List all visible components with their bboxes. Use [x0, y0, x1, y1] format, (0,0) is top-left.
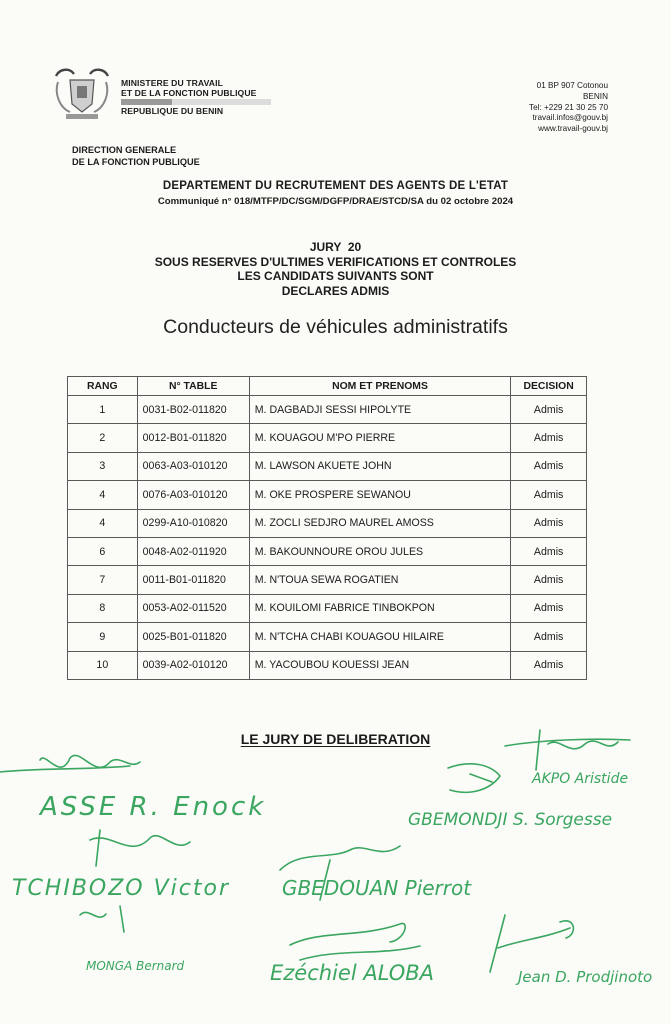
cell-decision: Admis: [511, 594, 587, 622]
republic-line: REPUBLIQUE DU BENIN: [121, 106, 224, 116]
table-row: [68, 566, 587, 594]
cell-decision: Admis: [511, 452, 587, 480]
table-row: [68, 651, 587, 679]
jury-title-text: LE JURY DE DELIBERATION: [240, 731, 431, 747]
contact-block: [529, 81, 608, 135]
cell-decision: Admis: [511, 396, 587, 424]
signature-mark-8: [490, 915, 573, 972]
table-header-row: [68, 377, 587, 396]
header-name: NOM ET PRENOMS: [249, 377, 511, 396]
contact-address: 01 BP 907 Cotonou: [536, 81, 608, 90]
coat-of-arms-icon: [50, 64, 114, 122]
cell-decision: Admis: [511, 509, 587, 537]
signature-name-tchibozo: TCHIBOZO Victor: [12, 876, 231, 901]
cell-rank: 4: [68, 509, 138, 537]
cell-decision: Admis: [511, 424, 587, 452]
reserve-line: SOUS RESERVES D'ULTIMES VERIFICATIONS ET CONTROLES: [154, 254, 517, 269]
cell-name: M. KOUILOMI FABRICE TINBOKPON: [249, 594, 511, 622]
signature-mark-6: [80, 906, 124, 932]
cell-rank: 9: [68, 623, 138, 651]
cell-name: M. N'TOUA SEWA ROGATIEN: [249, 566, 511, 594]
header-rank: RANG: [68, 377, 138, 396]
signature-mark-3: [448, 764, 500, 792]
cell-decision: Admis: [511, 481, 587, 509]
cell-rank: 10: [68, 651, 138, 679]
table-row: [68, 424, 587, 452]
header-table-no: N° TABLE: [137, 377, 249, 396]
table-row: [68, 396, 587, 424]
jury-heading: [0, 240, 671, 298]
direction-line-2: DE LA FONCTION PUBLIQUE: [72, 156, 200, 167]
flag-bar: [121, 99, 271, 105]
cell-name: M. DAGBADJI SESSI HIPOLYTE: [249, 396, 511, 424]
table-row: [68, 594, 587, 622]
table-row: [68, 623, 587, 651]
admitted-line: DECLARES ADMIS: [281, 283, 390, 298]
table-row: [68, 452, 587, 480]
cell-name: M. KOUAGOU M'PO PIERRE: [249, 424, 511, 452]
cell-decision: Admis: [511, 566, 587, 594]
cell-decision: Admis: [511, 623, 587, 651]
cell-table-no: 0025-B01-011820: [137, 623, 249, 651]
cell-rank: 7: [68, 566, 138, 594]
cell-rank: 4: [68, 481, 138, 509]
cell-table-no: 0011-B01-011820: [137, 566, 249, 594]
direction-line-1: DIRECTION GENERALE: [72, 145, 177, 155]
signature-name-gbemondji: GBEMONDJI S. Sorgesse: [408, 810, 613, 830]
cell-table-no: 0012-B01-011820: [137, 424, 249, 452]
cell-table-no: 0063-A03-010120: [137, 452, 249, 480]
signature-name-akpo: AKPO Aristide: [532, 771, 629, 787]
cell-decision: Admis: [511, 651, 587, 679]
table-row: [68, 509, 587, 537]
contact-phone: Tel: +229 21 30 25 70: [529, 102, 608, 112]
table-row: [68, 481, 587, 509]
cell-rank: 8: [68, 594, 138, 622]
contact-email: travail.infos@gouv.bj: [532, 113, 608, 123]
signature-name-prodjinoto: Jean D. Prodjinoto: [518, 968, 653, 986]
ministry-header: [121, 78, 271, 116]
contact-country: BENIN: [582, 91, 608, 101]
signature-mark-4: [90, 830, 190, 866]
cell-name: M. ZOCLI SEDJRO MAUREL AMOSS: [249, 509, 511, 537]
cell-name: M. N'TCHA CHABI KOUAGOU HILAIRE: [249, 623, 511, 651]
signatures-area: [0, 710, 671, 1024]
cell-rank: 6: [68, 537, 138, 565]
cell-table-no: 0031-B02-011820: [137, 396, 249, 424]
signature-mark-1: [0, 755, 140, 772]
cell-table-no: 0039-A02-010120: [137, 651, 249, 679]
signature-scribbles: [0, 730, 630, 972]
cell-rank: 2: [68, 424, 138, 452]
signature-name-asse: ASSE R. Enock: [40, 792, 267, 822]
candidates-line: LES CANDIDATS SUIVANTS SONT: [237, 269, 434, 283]
table-row: [68, 537, 587, 565]
communique-ref: Communiqué n° 018/MTFP/DC/SGM/DGFP/DRAE/STCD/SA du 02 octobre 2024: [157, 196, 514, 207]
cell-table-no: 0048-A02-011920: [137, 537, 249, 565]
ministry-line-2: ET DE LA FONCTION PUBLIQUE: [121, 88, 257, 98]
cell-name: M. YACOUBOU KOUESSI JEAN: [249, 651, 511, 679]
cell-name: M. LAWSON AKUETE JOHN: [249, 452, 511, 480]
cell-table-no: 0053-A02-011520: [137, 594, 249, 622]
ministry-line-1: MINISTERE DU TRAVAIL: [121, 78, 223, 88]
signature-name-monga: MONGA Bernard: [86, 959, 185, 973]
cell-decision: Admis: [511, 537, 587, 565]
direction-block: [72, 145, 200, 168]
results-table: [67, 376, 587, 680]
position-subtitle: Conducteurs de véhicules administratifs: [163, 316, 508, 338]
signature-mark-7: [290, 923, 420, 960]
cell-table-no: 0299-A10-010820: [137, 509, 249, 537]
signature-name-aloba: Ezéchiel ALOBA: [270, 961, 435, 985]
department-title: DEPARTEMENT DU RECRUTEMENT DES AGENTS DE L'ETAT: [162, 180, 509, 192]
jury-number: JURY 20: [309, 240, 362, 254]
cell-rank: 1: [68, 396, 138, 424]
cell-name: M. BAKOUNNOURE OROU JULES: [249, 537, 511, 565]
contact-website: www.travail-gouv.bj: [538, 124, 608, 134]
cell-name: M. OKE PROSPERE SEWANOU: [249, 481, 511, 509]
signature-mark-2: [505, 730, 630, 770]
header-decision: DECISION: [511, 377, 587, 396]
cell-table-no: 0076-A03-010120: [137, 481, 249, 509]
signature-name-gbedouan: GBEDOUAN Pierrot: [282, 876, 472, 900]
cell-rank: 3: [68, 452, 138, 480]
